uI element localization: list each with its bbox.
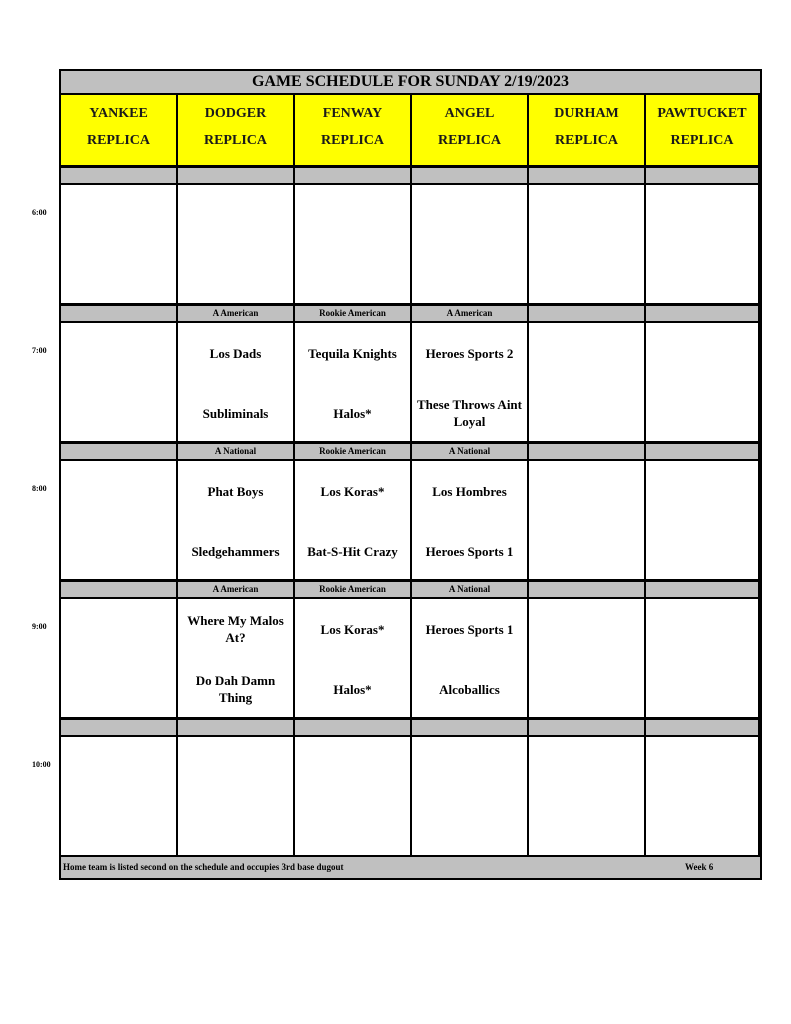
division-band — [61, 719, 178, 737]
visiting-team: Los Dads — [209, 345, 262, 361]
game-cell — [61, 185, 178, 305]
division-band — [646, 167, 760, 185]
game-cell — [178, 461, 295, 581]
home-team: Halos* — [333, 681, 372, 697]
division-band: Rookie American — [295, 443, 412, 461]
field-name: PAWTUCKET — [657, 106, 747, 121]
field-header-dodger — [178, 95, 295, 167]
division-band: A National — [178, 443, 295, 461]
field-name: DURHAM — [554, 106, 619, 121]
game-cell — [529, 185, 646, 305]
field-type: REPLICA — [554, 133, 618, 148]
game-cell — [295, 185, 412, 305]
division-band — [646, 719, 760, 737]
game-cell — [178, 737, 295, 857]
game-cell — [529, 323, 646, 443]
visiting-team: Los Koras* — [320, 621, 385, 637]
game-cell — [61, 599, 178, 719]
field-name: YANKEE — [89, 106, 148, 121]
home-team-note: Home team is listed second on the schedule and occupies 3rd base dugout — [63, 862, 344, 872]
game-cell — [646, 185, 760, 305]
field-type: REPLICA — [670, 133, 734, 148]
visiting-team: Heroes Sports 1 — [425, 621, 514, 637]
game-cell — [412, 461, 529, 581]
division-band — [529, 719, 646, 737]
home-team: Halos* — [333, 405, 372, 421]
game-cell — [61, 461, 178, 581]
division-band — [61, 305, 178, 323]
home-team: Subliminals — [202, 405, 269, 421]
time-label: 9:00 — [32, 622, 47, 631]
field-header-pawtucket — [646, 95, 760, 167]
time-label: 10:00 — [32, 760, 51, 769]
division-band: Rookie American — [295, 305, 412, 323]
visiting-team: Phat Boys — [207, 483, 264, 499]
game-cell — [295, 599, 412, 719]
field-name: FENWAY — [322, 106, 383, 121]
field-name: ANGEL — [444, 106, 495, 121]
visiting-team: Where My Malos At? — [187, 613, 284, 645]
division-band — [646, 581, 760, 599]
game-cell — [412, 599, 529, 719]
schedule-title: GAME SCHEDULE FOR SUNDAY 2/19/2023 — [61, 71, 760, 95]
division-band — [529, 305, 646, 323]
home-team: Do Dah Damn Thing — [195, 673, 276, 705]
field-type: REPLICA — [320, 133, 384, 148]
time-labels — [0, 0, 60, 1024]
field-name: DODGER — [204, 106, 267, 121]
field-type: REPLICA — [437, 133, 501, 148]
game-cell — [61, 737, 178, 857]
division-band — [295, 167, 412, 185]
time-label: 7:00 — [32, 346, 47, 355]
field-header-angel — [412, 95, 529, 167]
division-band — [529, 581, 646, 599]
division-band: A American — [412, 305, 529, 323]
game-cell — [646, 461, 760, 581]
game-cell — [178, 185, 295, 305]
game-cell — [178, 323, 295, 443]
division-band — [529, 167, 646, 185]
field-type: REPLICA — [203, 133, 267, 148]
division-band — [412, 719, 529, 737]
division-band — [178, 167, 295, 185]
schedule-footer — [61, 855, 760, 878]
division-band — [61, 443, 178, 461]
visiting-team: Los Koras* — [320, 483, 385, 499]
game-cell — [295, 323, 412, 443]
division-band — [178, 719, 295, 737]
game-cell — [529, 599, 646, 719]
game-cell — [529, 461, 646, 581]
field-header-fenway — [295, 95, 412, 167]
division-band — [646, 443, 760, 461]
home-team: Alcoballics — [439, 681, 500, 697]
game-schedule-table — [59, 69, 762, 880]
division-band — [529, 443, 646, 461]
week-label: Week 6 — [685, 862, 714, 872]
game-cell — [412, 185, 529, 305]
home-team: These Throws Aint Loyal — [417, 397, 522, 429]
home-team: Heroes Sports 1 — [425, 543, 514, 559]
game-cell — [61, 323, 178, 443]
division-band — [412, 167, 529, 185]
field-type: REPLICA — [86, 133, 150, 148]
division-band: A National — [412, 581, 529, 599]
game-cell — [295, 737, 412, 857]
visiting-team: Heroes Sports 2 — [425, 345, 514, 361]
home-team: Sledgehammers — [191, 543, 280, 559]
division-band — [61, 167, 178, 185]
game-cell — [412, 737, 529, 857]
division-band: Rookie American — [295, 581, 412, 599]
game-cell — [412, 323, 529, 443]
game-cell — [178, 599, 295, 719]
division-band: A American — [178, 581, 295, 599]
game-cell — [529, 737, 646, 857]
visiting-team: Los Hombres — [432, 483, 507, 499]
game-cell — [646, 599, 760, 719]
division-band: A National — [412, 443, 529, 461]
game-cell — [646, 737, 760, 857]
game-cell — [295, 461, 412, 581]
visiting-team: Tequila Knights — [308, 345, 397, 361]
game-cell — [646, 323, 760, 443]
division-band — [61, 581, 178, 599]
division-band — [646, 305, 760, 323]
division-band: A American — [178, 305, 295, 323]
division-band — [295, 719, 412, 737]
time-label: 8:00 — [32, 484, 47, 493]
field-header-yankee — [61, 95, 178, 167]
time-label: 6:00 — [32, 208, 47, 217]
home-team: Bat-S-Hit Crazy — [307, 543, 398, 559]
field-header-durham — [529, 95, 646, 167]
